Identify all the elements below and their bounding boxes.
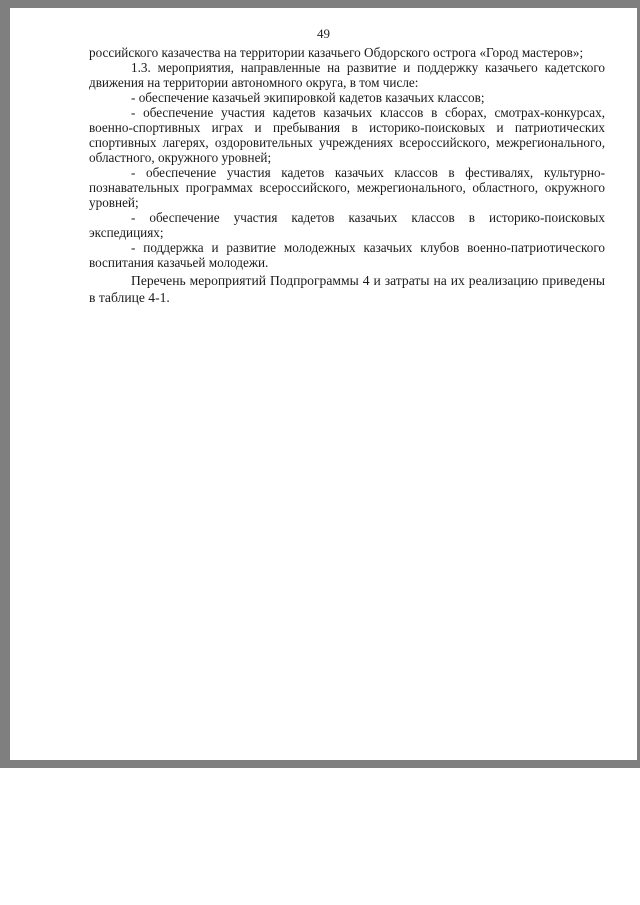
paragraph-item-1-3: 1.3. мероприятия, направленные на развитие и поддержку казачьего кадетского движения на территории автономного округа, в том числе: (89, 60, 605, 90)
paragraph-continuation: российского казачества на территории казачьего Обдорского острога «Город мастеров»; (89, 45, 584, 60)
list-item-clubs: - поддержка и развитие молодежных казачьих клубов военно-патриотического воспитания казачьей молодежи. (89, 240, 605, 270)
list-item-equipment: - обеспечение казачьей экипировкой кадетов казачьих классов; (131, 90, 485, 105)
list-item-camps: - обеспечение участия кадетов казачьих классов в сборах, смотрах-конкурсах, военно-спортивных играх и пребывания в историко-поисковых и патриотических спортивных лагерях, оздоровительных учреждениях всероссийского, межрегионального, областного, окружного уровней; (89, 105, 605, 165)
document-page (10, 8, 637, 760)
paragraph-table-reference: Перечень мероприятий Подпрограммы 4 и затраты на их реализацию приведены в таблице 4-1. (89, 273, 605, 305)
page-body (89, 45, 605, 306)
blank-margin (0, 768, 640, 905)
list-item-expeditions: - обеспечение участия кадетов казачьих классов в историко-поисковых экспедициях; (89, 210, 605, 240)
page-number: 49 (317, 26, 330, 41)
list-item-festivals: - обеспечение участия кадетов казачьих классов в фестивалях, культурно-познавательных программах всероссийского, межрегионального, областного, окружного уровней; (89, 165, 605, 210)
